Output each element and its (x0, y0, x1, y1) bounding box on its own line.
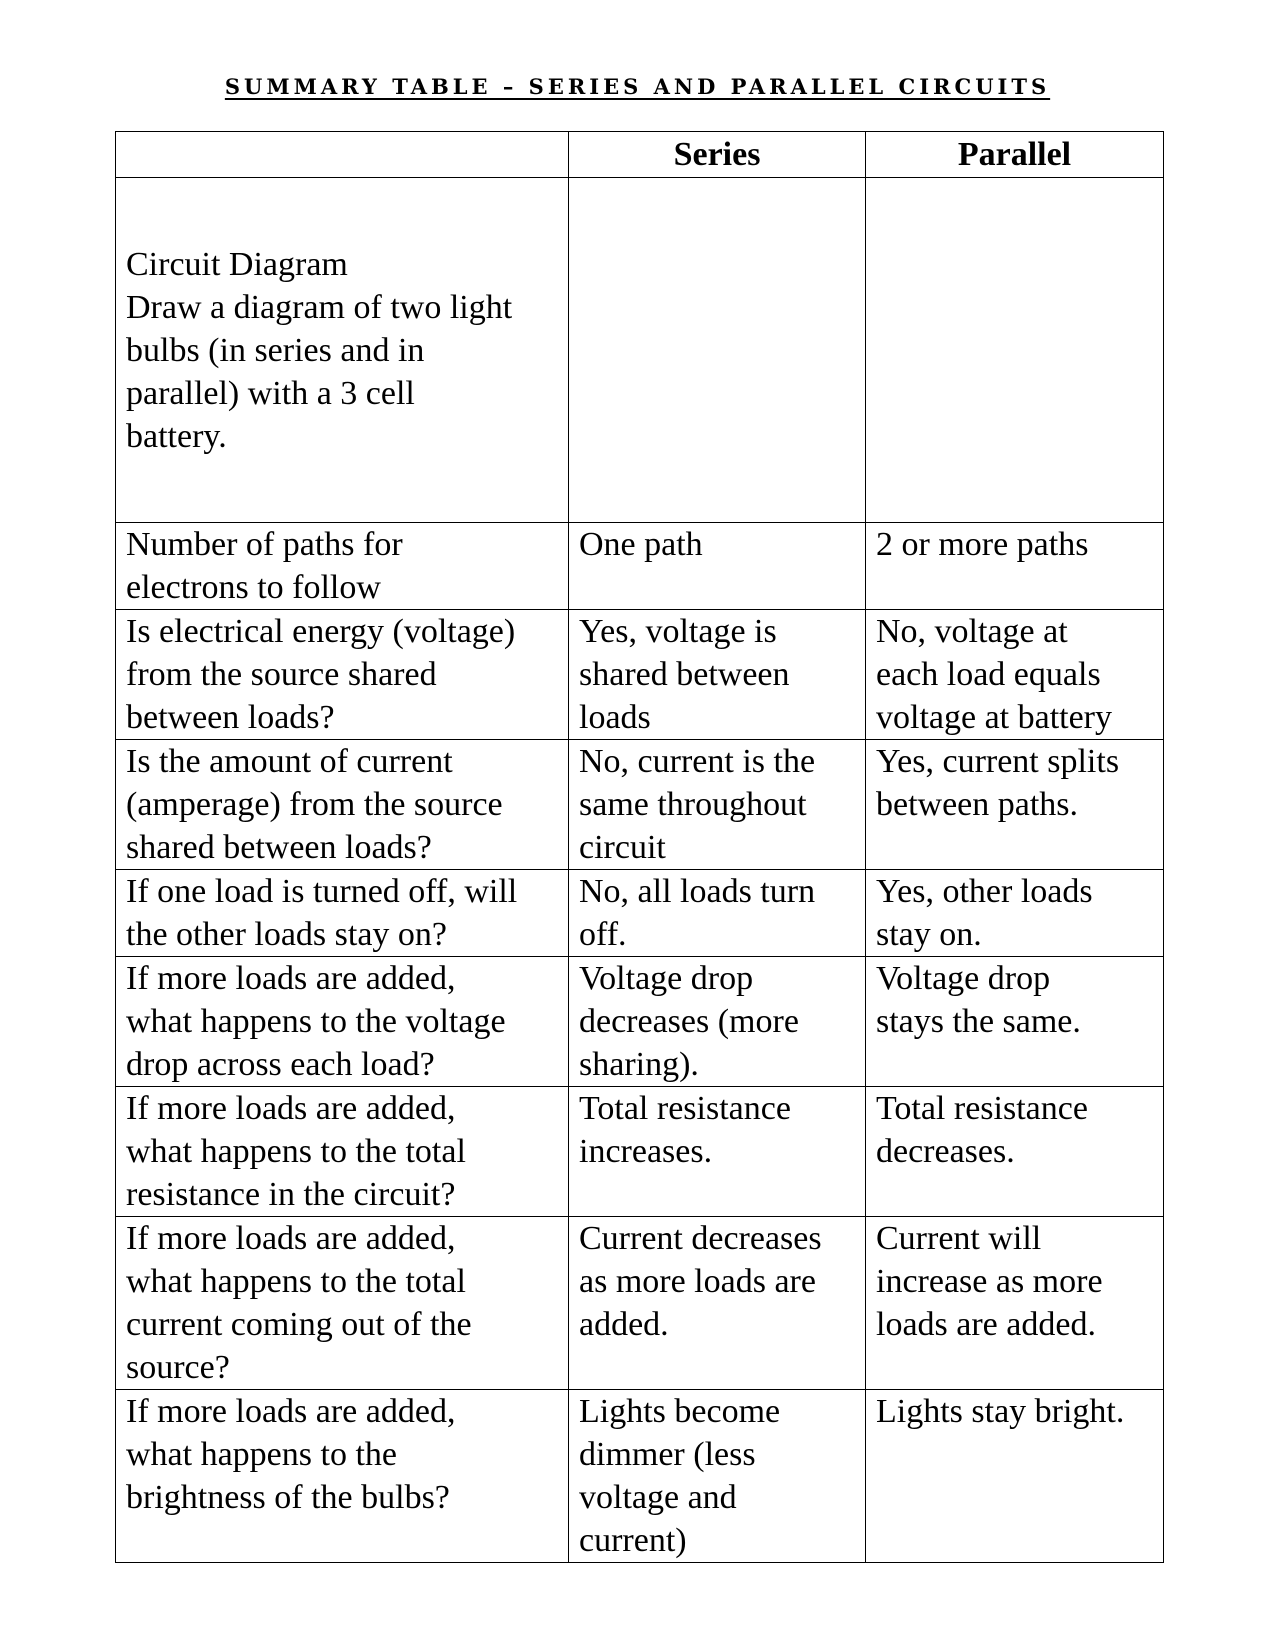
table-row (116, 523, 1164, 610)
cell-text-line: what happens to the total (126, 1263, 466, 1300)
table-row (116, 610, 1164, 740)
cell-text-line: stay on. (876, 916, 982, 953)
parallel-answer-cell (866, 870, 1164, 957)
cell-text-line: circuit (579, 829, 666, 866)
series-answer-cell (569, 1087, 866, 1217)
cell-text-line: No, voltage at (876, 613, 1068, 650)
cell-text-line: Voltage drop (876, 960, 1051, 997)
cell-text-line: If more loads are added, (126, 1090, 456, 1127)
cell-text-line: If more loads are added, (126, 1393, 456, 1430)
cell-text-line: source? (126, 1349, 230, 1386)
cell-text-line: decreases. (876, 1133, 1015, 1170)
cell-text-line: increase as more (876, 1263, 1103, 1300)
cell-text-line: loads (579, 699, 651, 736)
diagram-label-line: bulbs (in series and in (126, 331, 425, 369)
table-row (116, 870, 1164, 957)
cell-text-line: from the source shared (126, 656, 437, 693)
cell-text-line: dimmer (less (579, 1436, 756, 1473)
parallel-answer-cell (866, 957, 1164, 1087)
cell-text-line: Yes, other loads (876, 873, 1093, 910)
cell-text-line: Yes, voltage is (579, 613, 777, 650)
series-answer-cell (569, 1390, 866, 1563)
question-cell (116, 523, 569, 610)
cell-text-line: Voltage drop (579, 960, 754, 997)
cell-text-line: off. (579, 916, 627, 953)
header-series: Series (569, 132, 866, 178)
cell-text-line: each load equals (876, 656, 1101, 693)
table-row (116, 1217, 1164, 1390)
cell-text-line: If one load is turned off, will (126, 873, 518, 910)
header-row (116, 132, 1164, 178)
cell-text-line: Number of paths for (126, 526, 403, 563)
cell-text-line: what happens to the voltage (126, 1003, 506, 1040)
table-row (116, 1390, 1164, 1563)
cell-text-line: same throughout (579, 786, 807, 823)
parallel-answer-cell (866, 1217, 1164, 1390)
diagram-label-line: Draw a diagram of two light (126, 288, 513, 326)
cell-text-line: added. (579, 1306, 669, 1343)
cell-text-line: voltage at battery (876, 699, 1113, 736)
cell-text-line: One path (579, 526, 703, 563)
series-answer-cell (569, 740, 866, 870)
table-row (116, 1087, 1164, 1217)
header-blank-cell (116, 132, 569, 178)
cell-text-line: voltage and (579, 1479, 737, 1516)
cell-text-line: what happens to the (126, 1436, 397, 1473)
parallel-answer-cell (866, 610, 1164, 740)
parallel-answer-cell (866, 1087, 1164, 1217)
cell-text-line: Lights become (579, 1393, 781, 1430)
cell-text-line: between loads? (126, 699, 335, 736)
summary-table (115, 131, 1164, 1563)
cell-text-line: 2 or more paths (876, 526, 1089, 563)
cell-text-line: Lights stay bright. (876, 1393, 1125, 1430)
question-cell (116, 610, 569, 740)
cell-text-line: If more loads are added, (126, 960, 456, 997)
table-row (116, 740, 1164, 870)
question-cell (116, 957, 569, 1087)
table-row (116, 957, 1164, 1087)
series-answer-cell (569, 1217, 866, 1390)
cell-text-line: as more loads are (579, 1263, 816, 1300)
question-cell (116, 870, 569, 957)
cell-text-line: stays the same. (876, 1003, 1081, 1040)
cell-text-line: decreases (more (579, 1003, 799, 1040)
cell-text-line: Current will (876, 1220, 1042, 1257)
series-diagram-cell[interactable] (569, 178, 866, 523)
cell-text-line: shared between loads? (126, 829, 432, 866)
cell-text-line: electrons to follow (126, 569, 381, 606)
parallel-answer-cell (866, 523, 1164, 610)
header-parallel: Parallel (866, 132, 1164, 178)
cell-text-line: resistance in the circuit? (126, 1176, 456, 1213)
question-cell (116, 740, 569, 870)
cell-text-line: If more loads are added, (126, 1220, 456, 1257)
cell-text-line: No, all loads turn (579, 873, 816, 910)
cell-text-line: loads are added. (876, 1306, 1096, 1343)
diagram-label-line: Circuit Diagram (126, 245, 348, 283)
cell-text-line: (amperage) from the source (126, 786, 503, 823)
cell-text-line: Yes, current splits (876, 743, 1120, 780)
cell-text-line: increases. (579, 1133, 713, 1170)
cell-text-line: what happens to the total (126, 1133, 466, 1170)
question-cell (116, 1217, 569, 1390)
series-answer-cell (569, 870, 866, 957)
diagram-label-line: battery. (126, 417, 227, 455)
cell-text-line: drop across each load? (126, 1046, 435, 1083)
series-answer-cell (569, 957, 866, 1087)
question-cell (116, 1087, 569, 1217)
question-cell (116, 1390, 569, 1563)
cell-text-line: Total resistance (876, 1090, 1088, 1127)
series-answer-cell (569, 523, 866, 610)
cell-text-line: brightness of the bulbs? (126, 1479, 450, 1516)
cell-text-line: Total resistance (579, 1090, 791, 1127)
series-answer-cell (569, 610, 866, 740)
cell-text-line: Is electrical energy (voltage) (126, 613, 516, 650)
circuit-diagram-label (116, 178, 569, 523)
circuit-diagram-row (116, 178, 1164, 523)
cell-text-line: sharing). (579, 1046, 699, 1083)
cell-text-line: No, current is the (579, 743, 816, 780)
cell-text-line: between paths. (876, 786, 1079, 823)
parallel-answer-cell (866, 740, 1164, 870)
cell-text-line: Current decreases (579, 1220, 822, 1257)
cell-text-line: shared between (579, 656, 790, 693)
diagram-label-line: parallel) with a 3 cell (126, 374, 415, 412)
cell-text-line: the other loads stay on? (126, 916, 448, 953)
cell-text-line: current coming out of the (126, 1306, 472, 1343)
parallel-diagram-cell[interactable] (866, 178, 1164, 523)
document-title: SUMMARY TABLE – SERIES AND PARALLEL CIRCUITS (224, 74, 1051, 99)
cell-text-line: current) (579, 1522, 687, 1559)
cell-text-line: Is the amount of current (126, 743, 453, 780)
parallel-answer-cell (866, 1390, 1164, 1563)
